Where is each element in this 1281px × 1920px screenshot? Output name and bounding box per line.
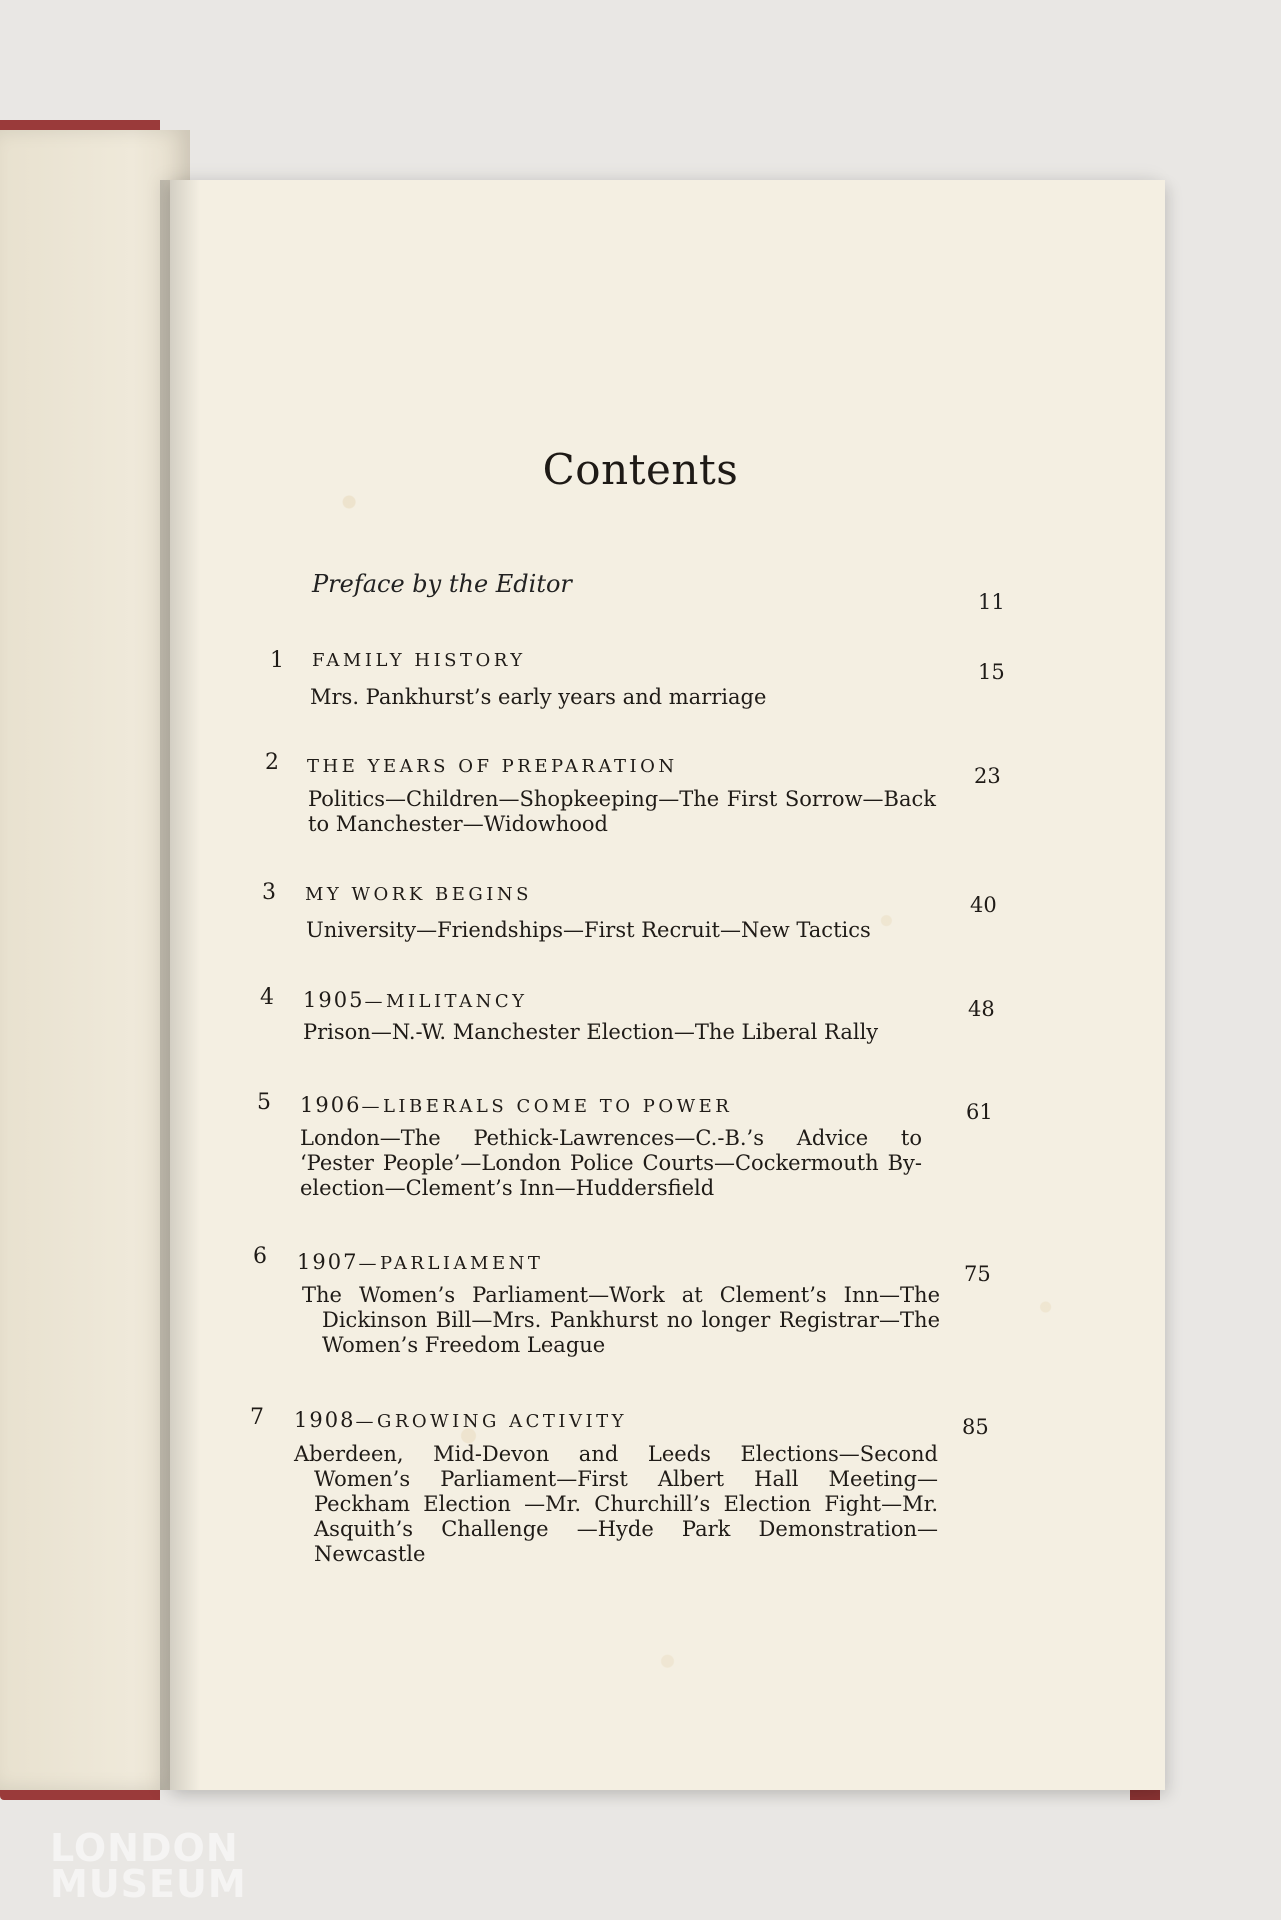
chapter-heading: MY WORK BEGINS bbox=[305, 884, 532, 905]
chapter-description: The Women’s Parliament—Work at Clement’s Inn—The Dickinson Bill—Mrs. Pankhurst no longer Registrar—The Women’s Freedom League bbox=[302, 1283, 940, 1357]
chapter-page-number: 40 bbox=[970, 893, 997, 917]
page-title: Contents bbox=[542, 445, 739, 494]
preface-label: Preface by the Editor bbox=[312, 570, 572, 598]
chapter-number: 6 bbox=[253, 1244, 267, 1269]
museum-watermark: LONDON MUSEUM bbox=[50, 1826, 247, 1906]
chapter-page-number: 23 bbox=[974, 764, 1001, 788]
chapter-heading: THE YEARS OF PREPARATION bbox=[307, 756, 678, 777]
chapter-number: 4 bbox=[260, 985, 274, 1010]
chapter-page-number: 75 bbox=[964, 1262, 991, 1286]
chapter-page-number: 61 bbox=[966, 1100, 993, 1124]
chapter-description: Politics—Children—Shopkeeping—The First Sorrow—Back to Manchester—Widowhood bbox=[308, 787, 936, 836]
chapter-page-number: 85 bbox=[962, 1415, 989, 1439]
chapter-number: 3 bbox=[262, 880, 276, 905]
chapter-description: University—Friendships—First Recruit—New Tactics bbox=[306, 918, 871, 942]
chapter-heading: 1905—MILITANCY bbox=[303, 988, 528, 1012]
chapter-number: 1 bbox=[270, 648, 284, 673]
chapter-heading: 1907—PARLIAMENT bbox=[297, 1250, 544, 1274]
chapter-heading: 1908—GROWING ACTIVITY bbox=[294, 1408, 627, 1432]
chapter-description: London—The Pethick-Lawrences—C.-B.’s Advice to ‘Pester People’—London Police Courts—Cockermouth By-election—Clement’s Inn—Huddersfield bbox=[300, 1126, 922, 1200]
chapter-heading: 1906—LIBERALS COME TO POWER bbox=[300, 1093, 733, 1117]
chapter-description: Mrs. Pankhurst’s early years and marriage bbox=[310, 685, 767, 709]
chapter-number: 7 bbox=[250, 1405, 264, 1430]
preface-page-number: 11 bbox=[978, 590, 1005, 614]
chapter-number: 5 bbox=[257, 1090, 271, 1115]
chapter-description: Prison—N.-W. Manchester Election—The Liberal Rally bbox=[303, 1020, 879, 1044]
chapter-description: Aberdeen, Mid-Devon and Leeds Elections—Second Women’s Parliament—First Albert Hall Meeting—Peckham Election —Mr. Churchill’s Election Fight—Mr. Asquith’s Challenge —Hyde Park Demonstration—Newcastle bbox=[294, 1442, 938, 1566]
page-gutter-shadow bbox=[160, 180, 200, 1790]
chapter-page-number: 48 bbox=[968, 997, 995, 1021]
chapter-page-number: 15 bbox=[978, 660, 1005, 684]
chapter-heading: FAMILY HISTORY bbox=[312, 650, 526, 671]
chapter-number: 2 bbox=[265, 750, 279, 775]
